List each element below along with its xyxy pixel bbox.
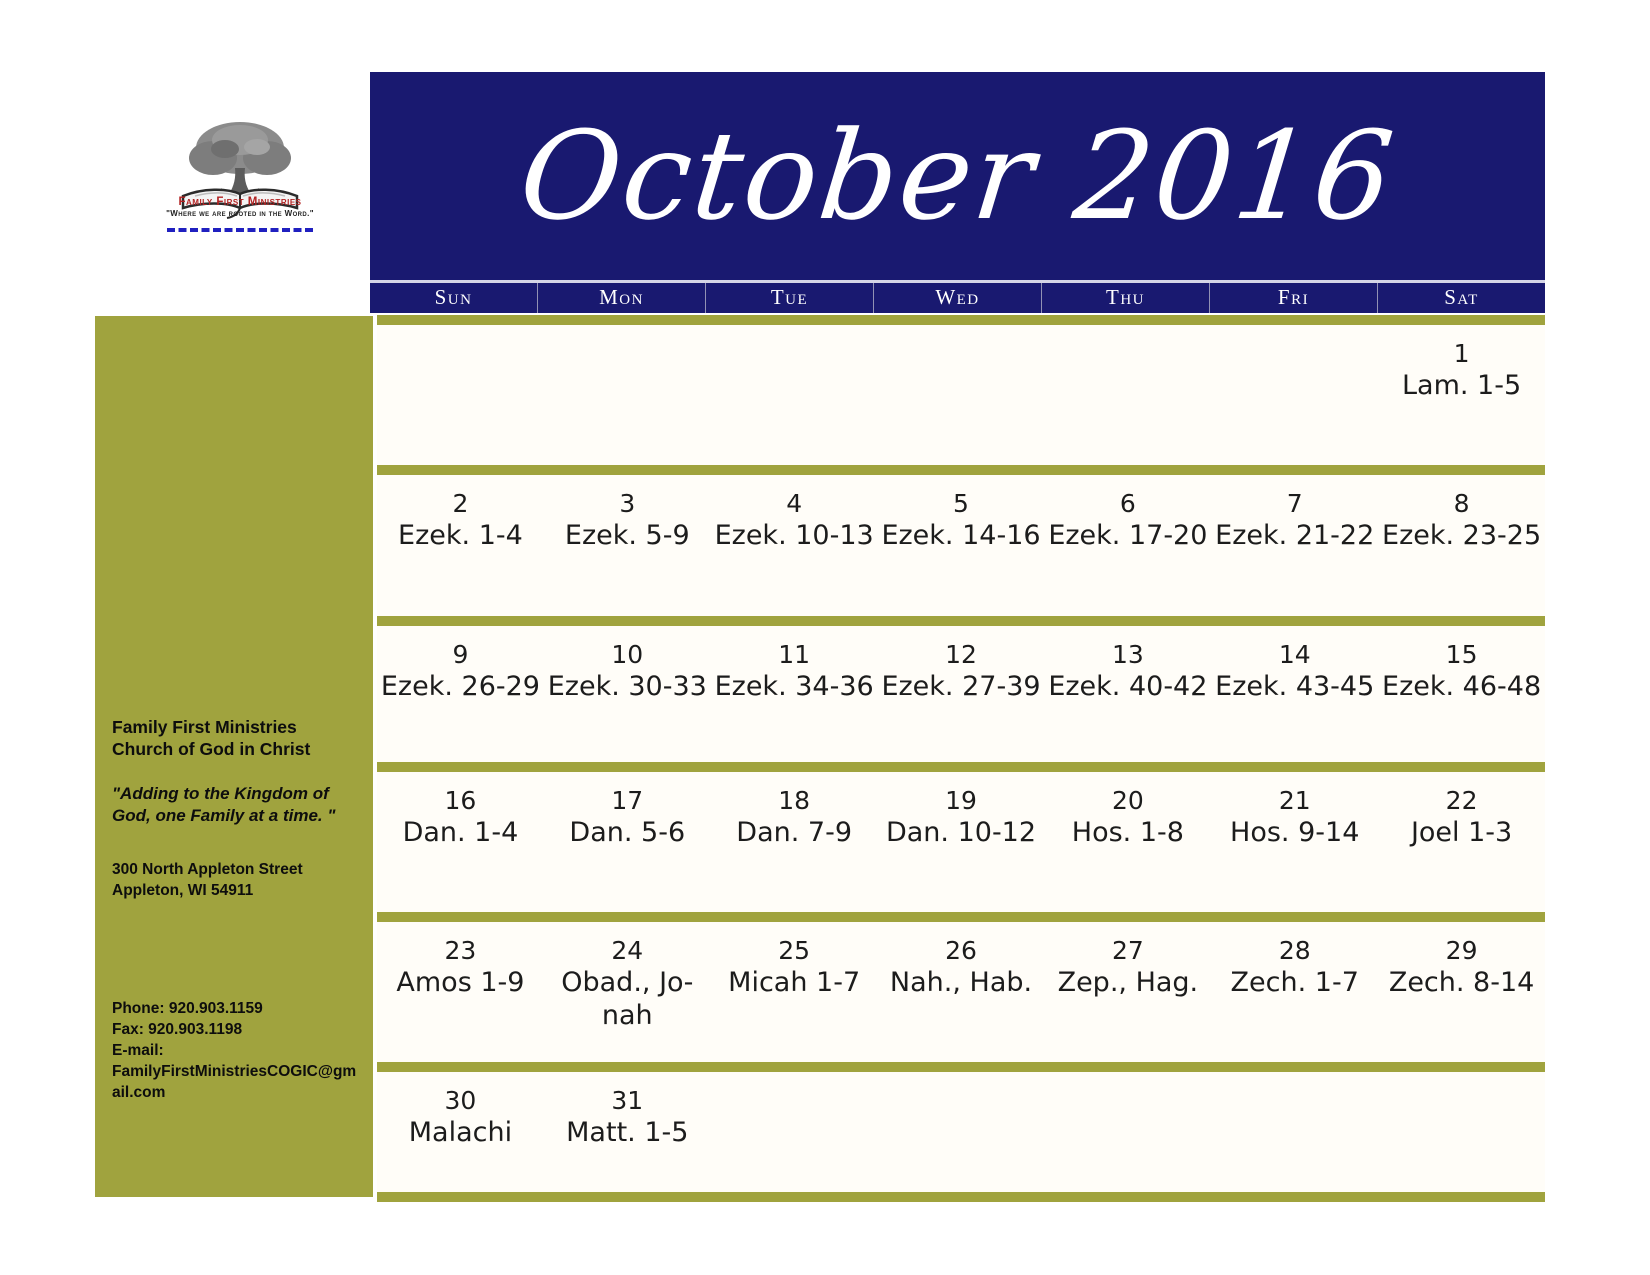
date-number: 18 — [778, 786, 811, 815]
scripture-reading: Ezek. 10-13 — [714, 520, 874, 551]
date-number: 7 — [1286, 489, 1303, 518]
date-number: 25 — [778, 936, 811, 965]
fax-number: Fax: 920.903.1198 — [112, 1021, 243, 1038]
date-number: 21 — [1278, 786, 1311, 815]
calendar-cell-4 — [711, 475, 878, 616]
calendar-cell-empty — [377, 325, 544, 465]
scripture-reading: Zech. 1-7 — [1230, 967, 1359, 998]
date-number: 12 — [945, 640, 977, 669]
calendar-cell-19 — [878, 772, 1045, 912]
scripture-reading: Ezek. 34-36 — [714, 671, 874, 702]
scripture-reading: Joel 1-3 — [1410, 817, 1513, 848]
calendar-cell-14 — [1211, 626, 1378, 762]
calendar-cell-31 — [544, 1072, 711, 1192]
scripture-reading: Ezek. 46-48 — [1382, 671, 1542, 702]
date-number: 28 — [1278, 936, 1311, 965]
ministry-logo — [148, 118, 332, 232]
sidebar-quote: "Adding to the Kingdom of God, one Family at a time. " — [112, 784, 336, 825]
calendar-cell-6 — [1044, 475, 1211, 616]
phone-number: Phone: 920.903.1159 — [112, 1000, 263, 1017]
calendar-cell-21 — [1211, 772, 1378, 912]
sidebar-org-block — [112, 716, 359, 760]
calendar-cell-2 — [377, 475, 544, 616]
calendar-cell-9 — [377, 626, 544, 762]
scripture-reading: Matt. 1-5 — [566, 1117, 689, 1148]
date-number: 14 — [1278, 640, 1311, 669]
calendar-cell-24 — [544, 922, 711, 1062]
scripture-reading: Ezek. 43-45 — [1215, 671, 1375, 702]
calendar-cell-empty — [1044, 325, 1211, 465]
logo-tagline: "Where we are rooted in the Word." — [166, 209, 314, 218]
address-line2: Appleton, WI 54911 — [112, 882, 254, 899]
date-number: 10 — [611, 640, 644, 669]
week-row — [377, 616, 1545, 762]
date-number: 11 — [778, 640, 811, 669]
month-banner — [370, 72, 1545, 280]
date-number: 2 — [452, 489, 469, 518]
calendar-cell-18 — [711, 772, 878, 912]
month-title: October 2016 — [513, 105, 1402, 247]
scripture-reading: Micah 1-7 — [728, 967, 861, 998]
date-number: 4 — [786, 489, 803, 518]
calendar-grid — [377, 315, 1545, 1202]
day-header-fri: Fri — [1209, 283, 1377, 313]
day-header-mon: Mon — [537, 283, 705, 313]
calendar-cell-7 — [1211, 475, 1378, 616]
date-number: 24 — [611, 936, 644, 965]
calendar-cell-13 — [1044, 626, 1211, 762]
scripture-reading: Ezek. 1-4 — [398, 520, 523, 551]
week-row — [377, 315, 1545, 465]
scripture-reading: Dan. 1-4 — [402, 817, 519, 848]
calendar-cell-17 — [544, 772, 711, 912]
day-header-sun: Sun — [434, 285, 473, 309]
sidebar-contact-block — [112, 998, 359, 1103]
date-number: 26 — [945, 936, 977, 965]
date-number: 3 — [619, 489, 636, 518]
date-number: 23 — [444, 936, 477, 965]
scripture-reading: Nah., Hab. — [889, 967, 1033, 998]
calendar-cell-30 — [377, 1072, 544, 1192]
calendar-cell-10 — [544, 626, 711, 762]
scripture-reading: Amos 1-9 — [396, 967, 525, 998]
calendar-cell-5 — [878, 475, 1045, 616]
calendar-cell-15 — [1378, 626, 1545, 762]
email-label: E-mail: — [112, 1042, 164, 1059]
scripture-reading: Ezek. 21-22 — [1215, 520, 1375, 551]
scripture-reading: Obad., Jonah — [561, 967, 694, 1031]
scripture-reading: Hos. 1-8 — [1071, 817, 1184, 848]
scripture-reading: Zep., Hag. — [1057, 967, 1199, 998]
calendar-cell-empty — [1211, 1072, 1378, 1192]
scripture-reading: Ezek. 17-20 — [1048, 520, 1208, 551]
week-row — [377, 465, 1545, 616]
scripture-reading: Zech. 8-14 — [1388, 967, 1535, 998]
logo-dashed-line — [167, 228, 313, 232]
calendar-cell-20 — [1044, 772, 1211, 912]
calendar-cell-11 — [711, 626, 878, 762]
week-row — [377, 1062, 1545, 1192]
scripture-reading: Ezek. 23-25 — [1382, 520, 1542, 551]
date-number: 16 — [444, 786, 477, 815]
date-number: 30 — [444, 1086, 477, 1115]
email-address: FamilyFirstMinistriesCOGIC@gmail.com — [112, 1063, 357, 1101]
scripture-reading: Hos. 9-14 — [1230, 817, 1360, 848]
calendar-cell-25 — [711, 922, 878, 1062]
calendar-cell-empty — [1044, 1072, 1211, 1192]
calendar-cell-27 — [1044, 922, 1211, 1062]
scripture-reading: Ezek. 40-42 — [1048, 671, 1208, 702]
day-header-row — [370, 283, 1545, 313]
calendar-cell-8 — [1378, 475, 1545, 616]
week-row — [377, 912, 1545, 1062]
calendar-cell-12 — [878, 626, 1045, 762]
calendar-cell-empty — [711, 1072, 878, 1192]
scripture-reading: Dan. 10-12 — [885, 817, 1037, 848]
sidebar-address-block — [112, 859, 359, 901]
logo-org-name: Family First Ministries — [178, 196, 302, 208]
date-number: 17 — [611, 786, 644, 815]
scripture-reading: Ezek. 27-39 — [881, 671, 1041, 702]
day-header-wed: Wed — [873, 283, 1041, 313]
day-header-sat: Sat — [1377, 283, 1545, 313]
date-number: 13 — [1111, 640, 1144, 669]
date-number: 22 — [1445, 786, 1478, 815]
day-header-thu: Thu — [1041, 283, 1209, 313]
scripture-reading: Dan. 7-9 — [736, 817, 852, 848]
calendar-cell-29 — [1378, 922, 1545, 1062]
scripture-reading: Ezek. 5-9 — [564, 520, 690, 551]
calendar-cell-3 — [544, 475, 711, 616]
sidebar — [95, 316, 373, 1197]
scripture-reading: Dan. 5-6 — [569, 817, 686, 848]
calendar-cell-23 — [377, 922, 544, 1062]
date-number: 27 — [1111, 936, 1144, 965]
date-number: 31 — [611, 1086, 644, 1115]
scripture-reading: Ezek. 14-16 — [881, 520, 1041, 551]
calendar-cell-empty — [878, 325, 1045, 465]
calendar-cell-16 — [377, 772, 544, 912]
scripture-reading: Ezek. 30-33 — [547, 671, 707, 702]
calendar-cell-empty — [1211, 325, 1378, 465]
calendar-cell-empty — [1378, 1072, 1545, 1192]
date-number: 20 — [1111, 786, 1144, 815]
date-number: 6 — [1119, 489, 1136, 518]
calendar-cell-empty — [711, 325, 878, 465]
calendar-cell-1 — [1378, 325, 1545, 465]
date-number: 9 — [452, 640, 469, 669]
scripture-reading: Malachi — [408, 1117, 513, 1148]
calendar-cell-empty — [878, 1072, 1045, 1192]
scripture-reading: Lam. 1-5 — [1402, 370, 1522, 401]
date-number: 19 — [945, 786, 977, 815]
address-line1: 300 North Appleton Street — [112, 861, 303, 878]
calendar-bottom-bar — [377, 1192, 1545, 1202]
date-number: 8 — [1453, 489, 1470, 518]
scripture-reading: Ezek. 26-29 — [380, 671, 540, 702]
date-number: 5 — [953, 489, 969, 518]
week-row — [377, 762, 1545, 912]
date-number: 29 — [1445, 936, 1478, 965]
calendar-cell-22 — [1378, 772, 1545, 912]
date-number: 1 — [1453, 339, 1470, 368]
org-name-line1: Family First Ministries — [112, 717, 297, 737]
calendar-cell-28 — [1211, 922, 1378, 1062]
date-number: 15 — [1445, 640, 1478, 669]
day-header-tue: Tue — [705, 283, 873, 313]
org-name-line2: Church of God in Christ — [112, 739, 311, 759]
calendar-cell-26 — [878, 922, 1045, 1062]
calendar-cell-empty — [544, 325, 711, 465]
